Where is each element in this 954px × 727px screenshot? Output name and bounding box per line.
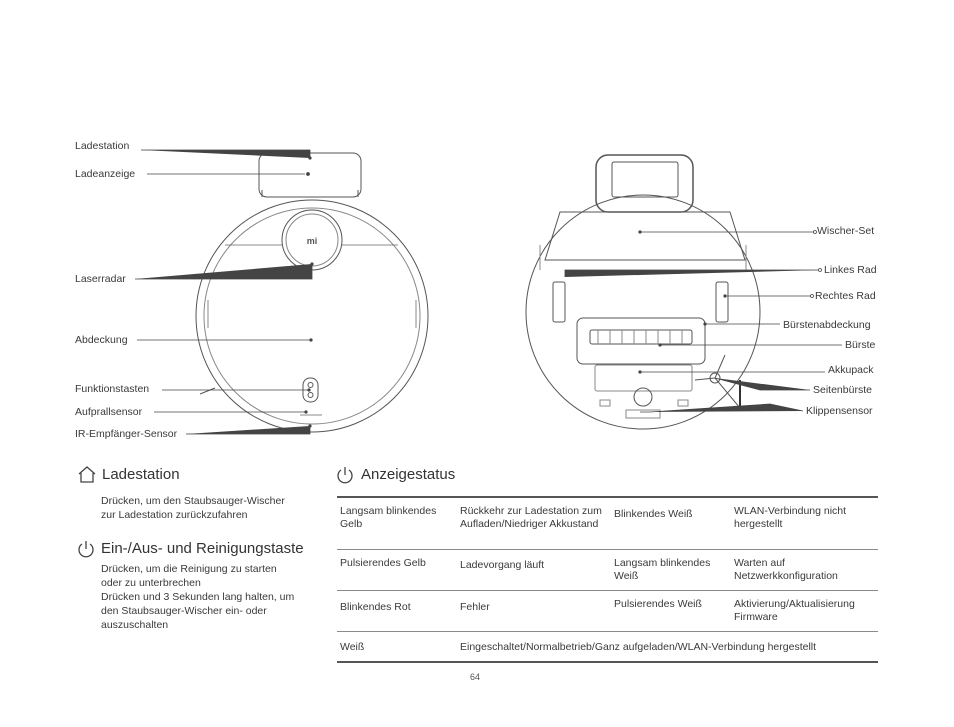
label-linkes-rad: Linkes Rad <box>824 264 877 276</box>
status-cell: Aktivierung/Aktualisierung Firmware <box>731 590 878 631</box>
status-cell: Blinkendes Weiß <box>614 508 693 520</box>
ladestation-line: Drücken, um den Staubsauger-Wischer <box>101 495 285 507</box>
label-buerste: Bürste <box>845 339 876 351</box>
label-funktionstasten: Funktionstasten <box>75 383 150 395</box>
power-description <box>101 562 294 632</box>
label-ladeanzeige: Ladeanzeige <box>75 168 136 180</box>
table-row <box>337 549 878 590</box>
label-buerstenabdeckung: Bürstenabdeckung <box>783 319 871 331</box>
mi-logo: mi <box>306 236 318 246</box>
power-title: Ein-/Aus- und Reinigungstaste <box>101 540 304 557</box>
ladestation-title: Ladestation <box>102 466 180 483</box>
power-line: auszuschalten <box>101 619 169 631</box>
label-seitenbuerste: Seitenbürste <box>813 384 872 396</box>
status-cell: Fehler <box>457 590 611 631</box>
label-ladestation: Ladestation <box>75 140 130 152</box>
status-power-icon <box>335 465 355 485</box>
brush-cover <box>577 318 705 364</box>
status-cell: Langsam blinkendes Gelb <box>340 505 437 530</box>
status-cell: Blinkendes Rot <box>337 590 457 631</box>
label-akkupack: Akkupack <box>828 364 874 376</box>
left-wheel <box>553 282 565 322</box>
power-line: den Staubsauger-Wischer ein- oder <box>101 605 267 617</box>
status-cell: Langsam blinkendes Weiß <box>611 549 731 590</box>
status-cell: Pulsierendes Gelb <box>337 549 457 590</box>
status-cell: Warten auf Netzwerkkonfiguration <box>731 549 878 590</box>
robot-underside <box>526 195 760 429</box>
status-cell: Pulsierendes Weiß <box>611 590 731 631</box>
label-laserradar: Laserradar <box>75 273 126 285</box>
power-line: Drücken und 3 Sekunden lang halten, um <box>101 591 295 603</box>
ladestation-line: zur Ladestation zurückzufahren <box>101 509 248 521</box>
home-icon <box>76 465 98 485</box>
ladestation-description <box>101 494 285 522</box>
label-klippensensor: Klippensensor <box>806 405 873 417</box>
battery-pack <box>595 365 692 391</box>
table-row <box>337 590 878 631</box>
right-wheel <box>716 282 728 322</box>
power-icon <box>76 539 96 559</box>
label-abdeckung: Abdeckung <box>75 334 128 346</box>
status-cell: Ladevorgang läuft <box>457 549 611 590</box>
status-cell: Weiß <box>337 631 457 662</box>
table-row <box>337 631 878 662</box>
label-ir-sensor: IR-Empfänger-Sensor <box>75 428 178 440</box>
page-number: 64 <box>470 672 481 682</box>
status-cell: Rückkehr zur Ladestation zum Aufladen/Niedriger Akkustand <box>460 505 602 530</box>
power-line: oder zu unterbrechen <box>101 577 201 589</box>
label-aufprallsensor: Aufprallsensor <box>75 406 143 418</box>
status-cell: WLAN-Verbindung nicht hergestellt <box>734 505 847 530</box>
table-row <box>337 497 878 549</box>
label-rechtes-rad: Rechtes Rad <box>815 290 876 302</box>
label-wischer-set: Wischer-Set <box>817 225 875 237</box>
status-cell: Eingeschaltet/Normalbetrieb/Ganz aufgeladen/WLAN-Verbindung hergestellt <box>457 631 878 662</box>
status-table <box>337 496 878 663</box>
power-line: Drücken, um die Reinigung zu starten <box>101 563 277 575</box>
status-title: Anzeigestatus <box>361 466 456 483</box>
